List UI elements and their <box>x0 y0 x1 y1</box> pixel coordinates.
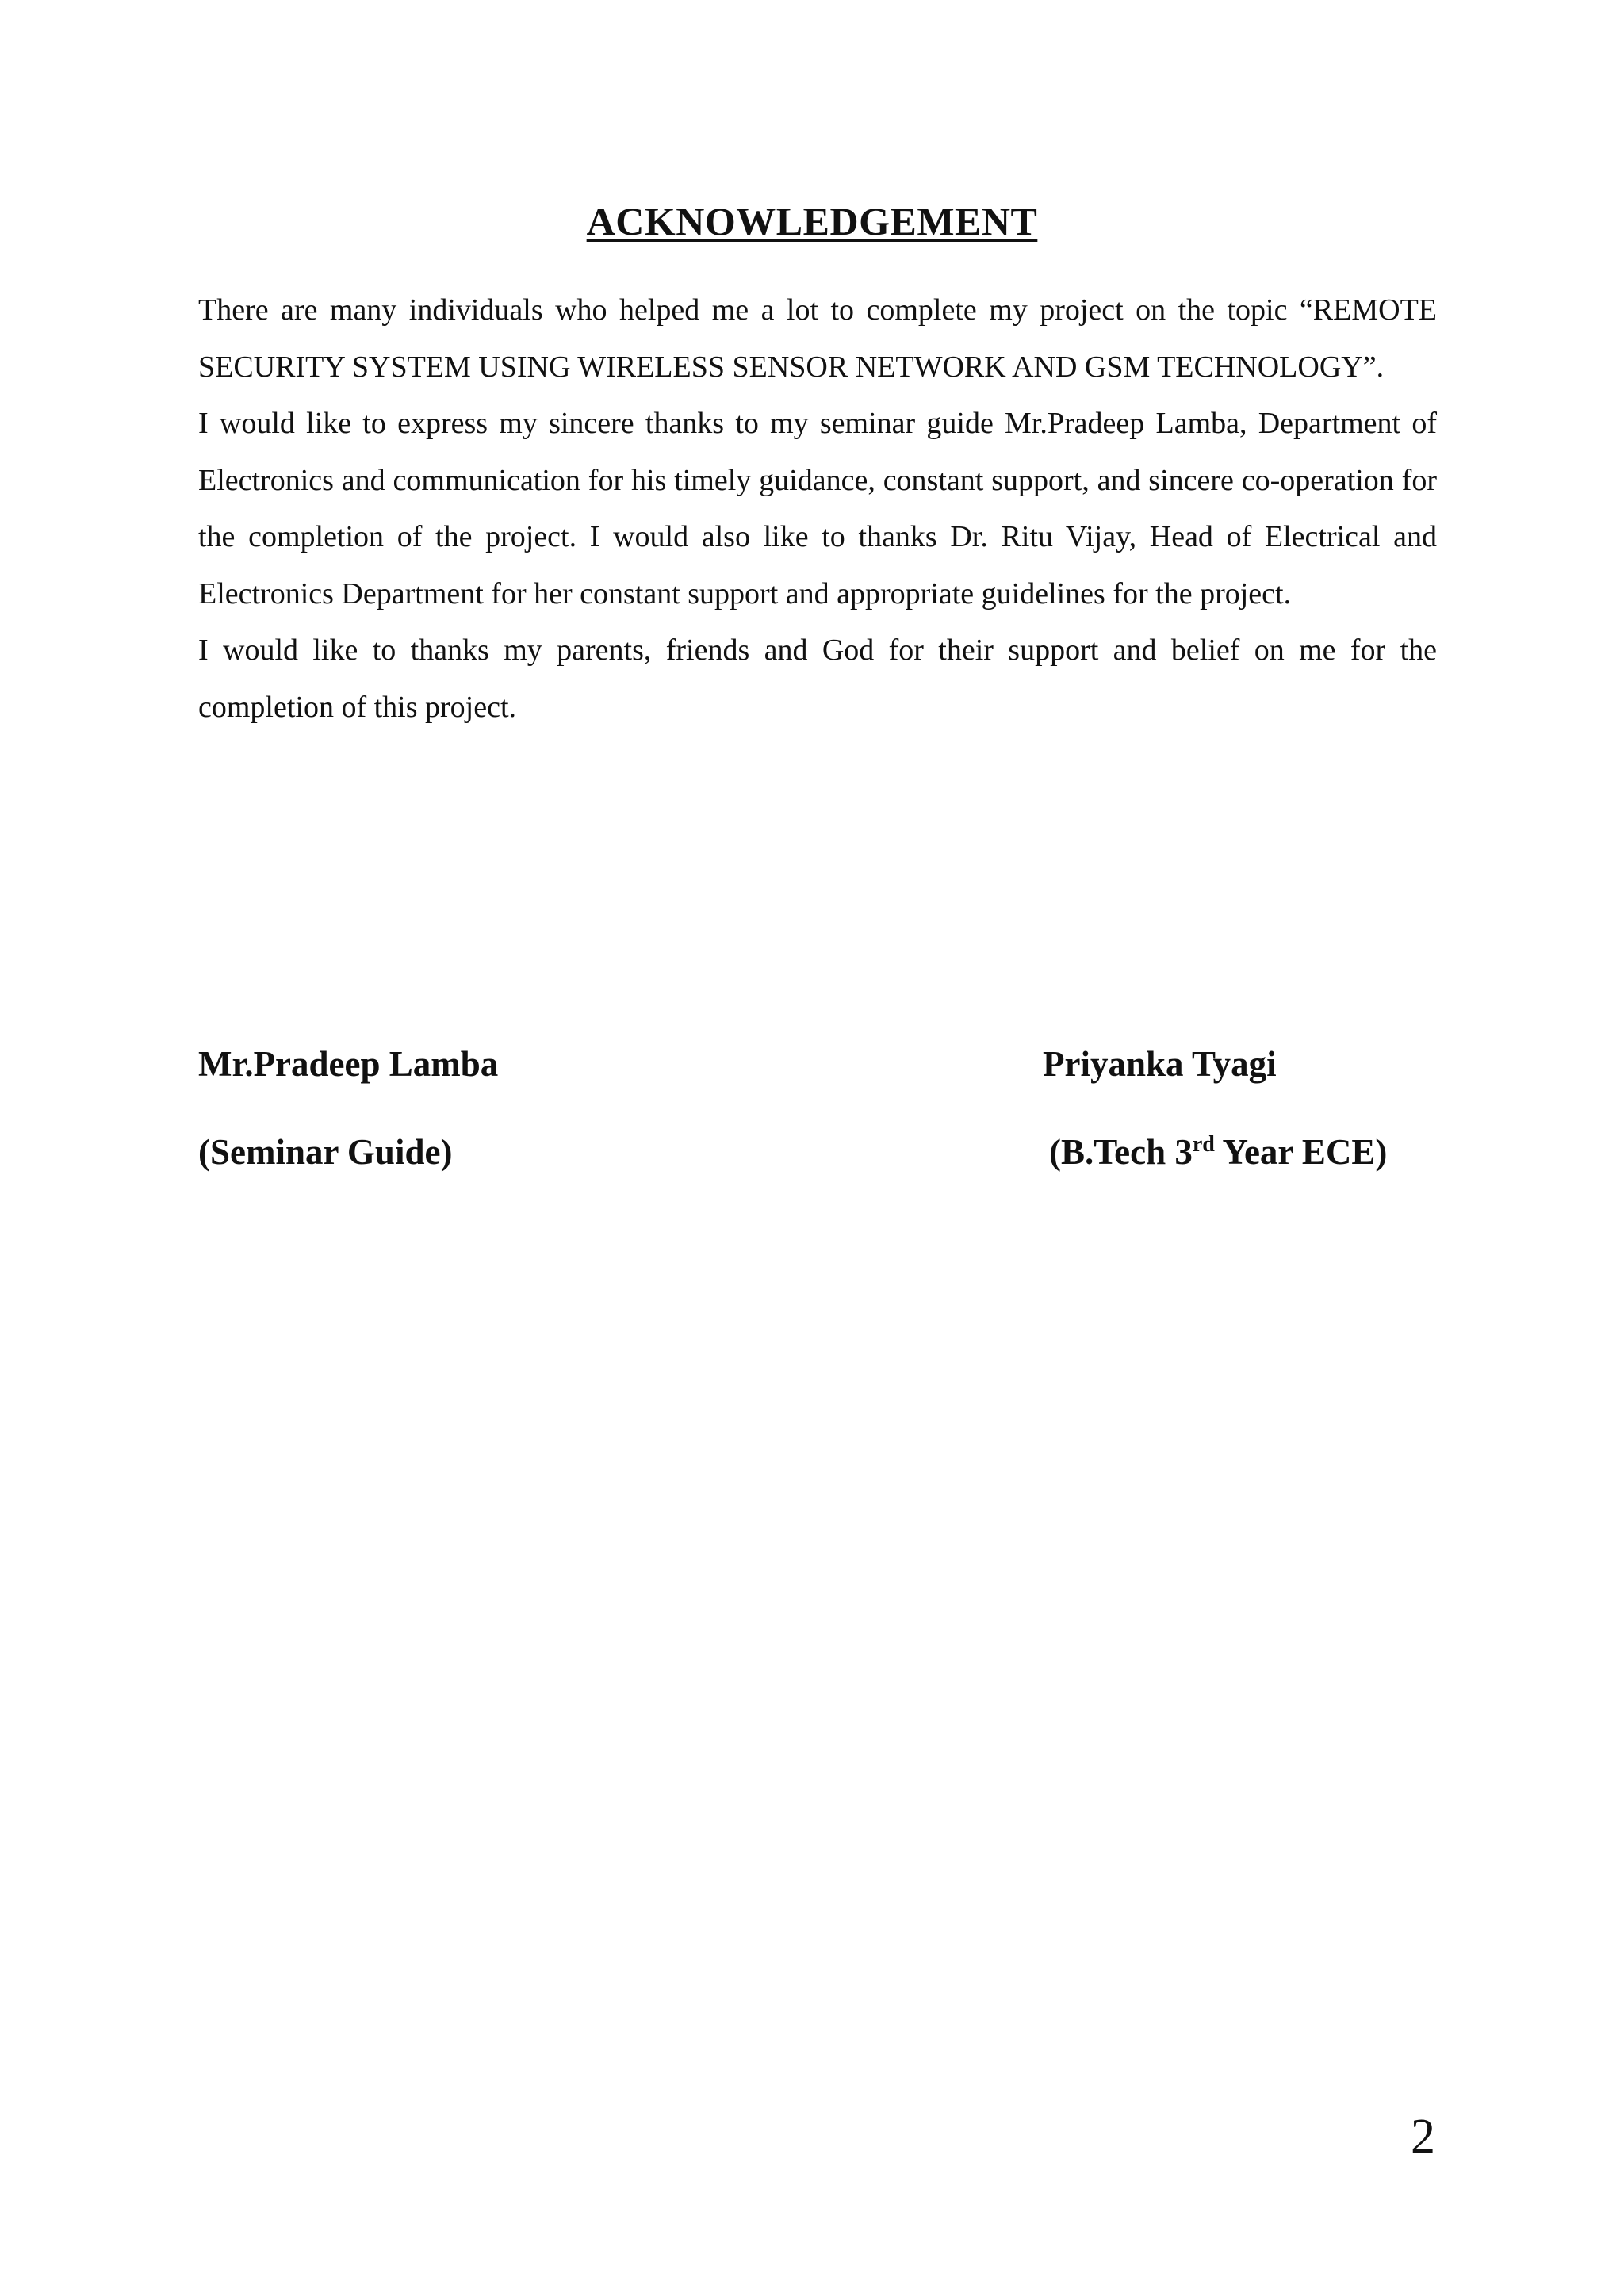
student-name: Priyanka Tyagi <box>1043 1044 1277 1084</box>
paragraph-guide-thanks: I would like to express my sincere thanks to my seminar guide Mr.Pradeep Lamba, Department of Electronics and communication for his timely guidance, constant support, and sincere co-operation for the completion of the project. I would also like to thanks Dr. Ritu Vijay, Head of Electrical and Electronics Department for her constant support and appropriate guidelines for the project. <box>198 407 1437 610</box>
student-role <box>1049 1131 1387 1173</box>
page-number: 2 <box>1411 2110 1435 2164</box>
student-role-prefix: (B.Tech 3 <box>1049 1132 1193 1172</box>
page-title: ACKNOWLEDGEMENT <box>586 199 1038 243</box>
guide-role: (Seminar Guide) <box>198 1132 453 1172</box>
paragraph-family-thanks: I would like to thanks my parents, friends and God for their support and belief on me for the completion of this project. <box>198 633 1437 724</box>
guide-name: Mr.Pradeep Lamba <box>198 1044 499 1084</box>
student-role-superscript: rd <box>1192 1132 1215 1157</box>
acknowledgement-body <box>198 282 1437 736</box>
paragraph-intro: There are many individuals who helped me a lot to complete my project on the topic “REMOTE SECURITY SYSTEM USING WIRELESS SENSOR NETWORK AND GSM TECHNOLOGY”. <box>198 293 1437 384</box>
student-role-suffix: Year ECE) <box>1214 1132 1388 1172</box>
